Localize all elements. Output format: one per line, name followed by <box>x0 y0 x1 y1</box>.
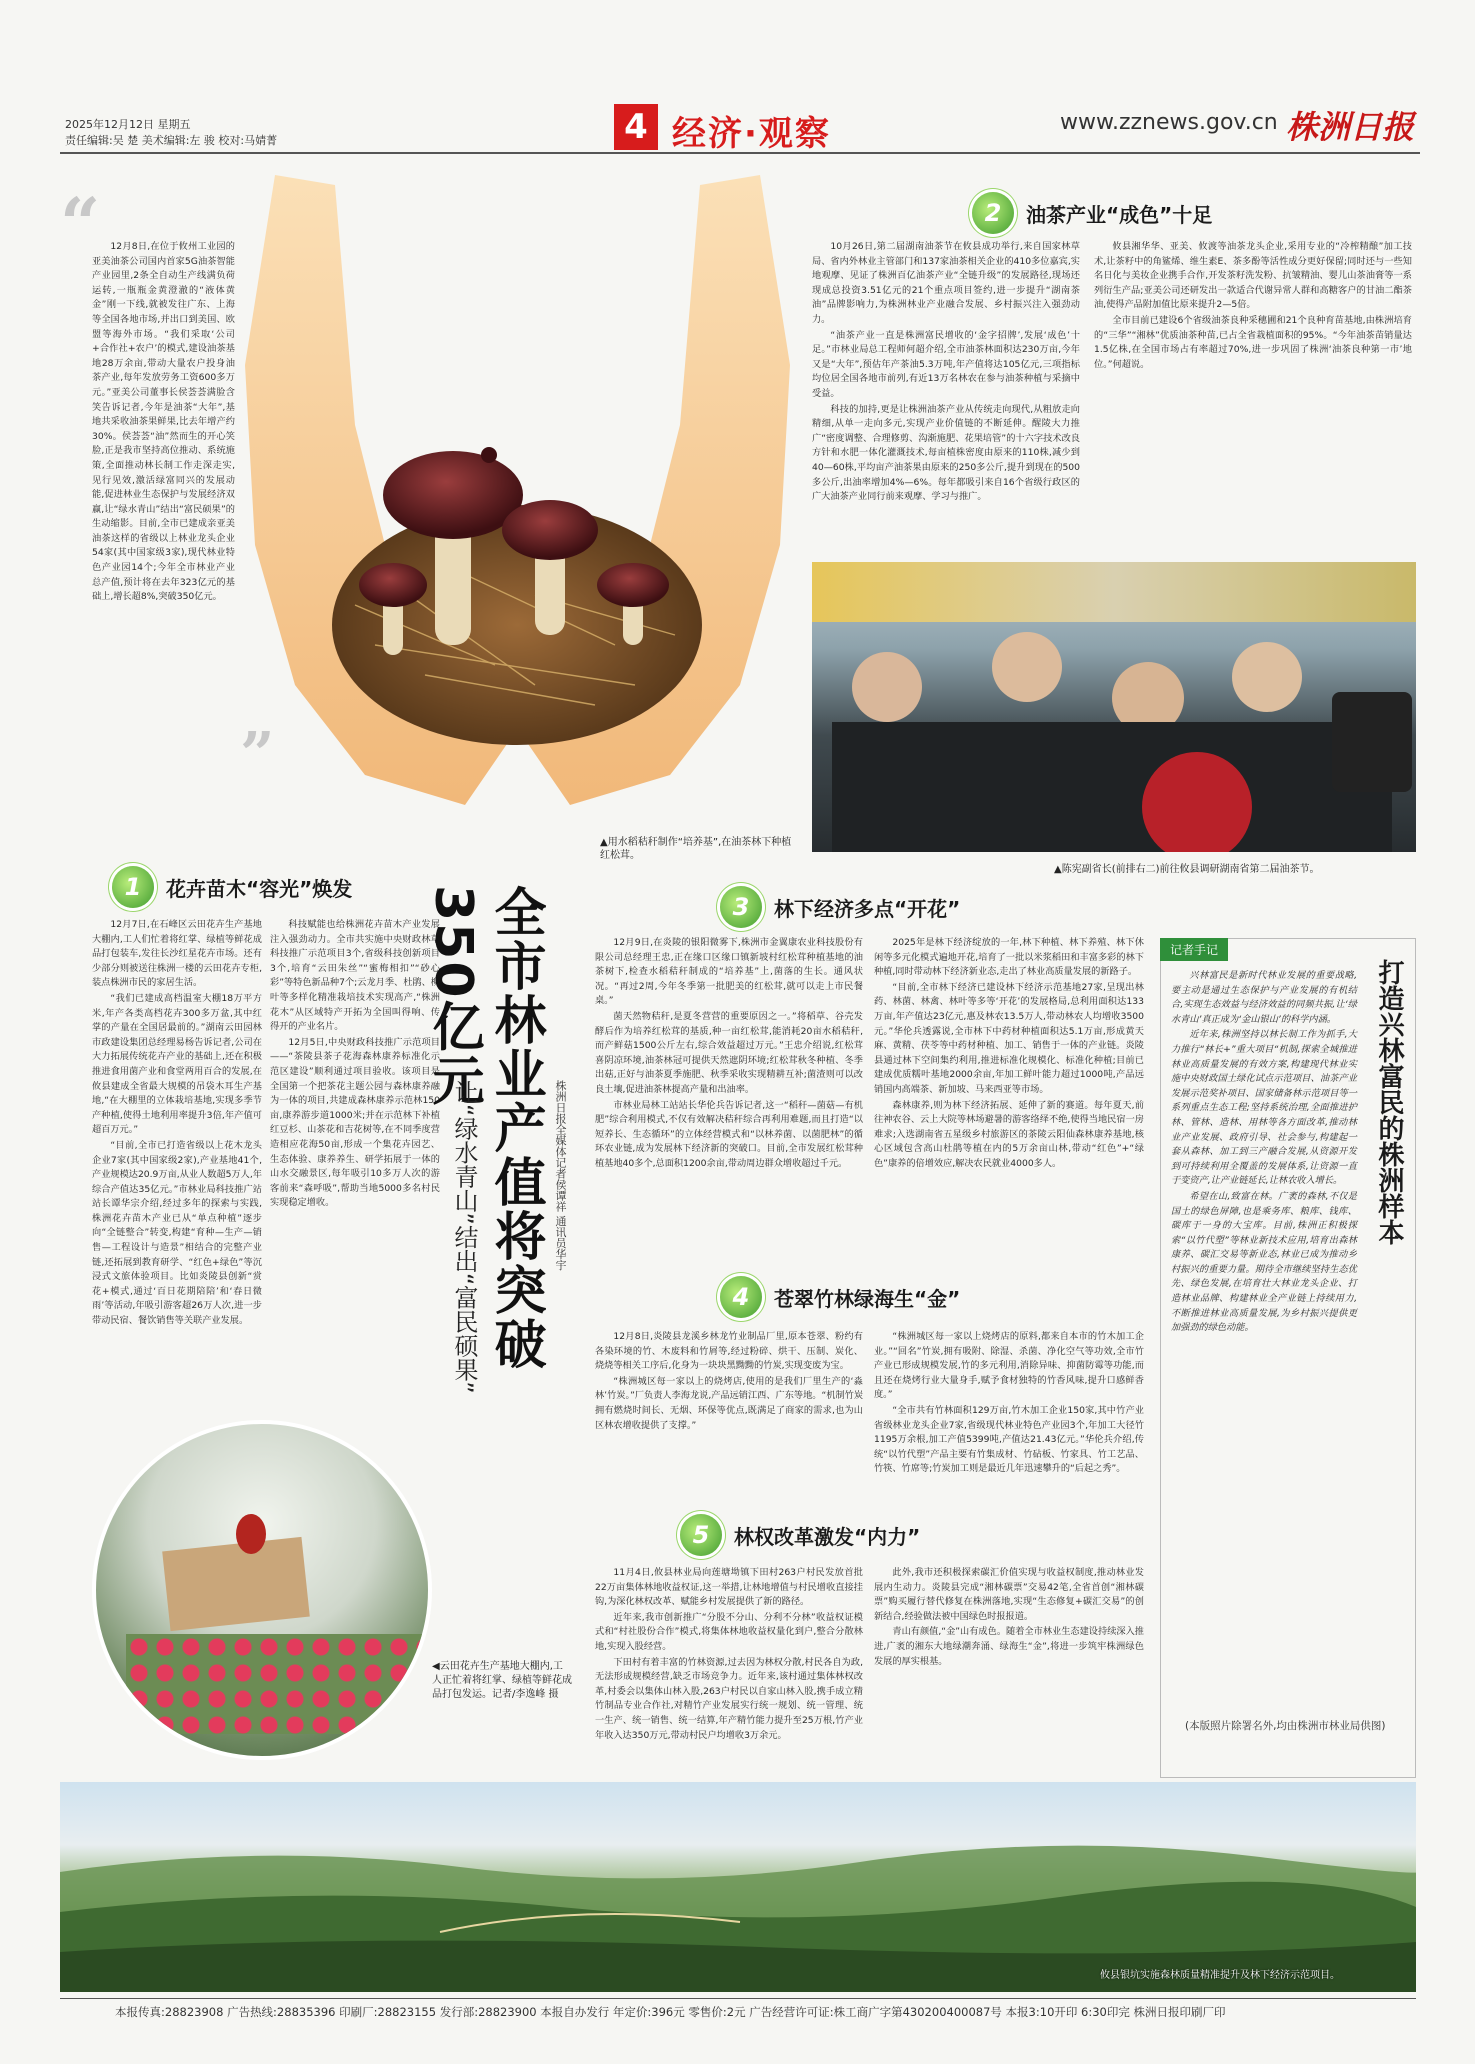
s4-p1: 12月8日,炎陵县龙溪乡林龙竹业制品厂里,原本苍翠、粉约有各染环境的竹、木废料和竹屑等,经过粉碎、烘干、压制、炭化、烧烧等相关工序后,化身为一块块黑黝黝的竹炭,实现变废为宝。 <box>595 1331 863 1372</box>
photo4-caption: 攸县银坑实施森林质量精准提升及林下经济示范项目。 <box>1100 1970 1340 1981</box>
section-3-col-2 <box>874 936 1144 1276</box>
s3-p6: 森林康养,则为林下经济拓展、延伸了新的赛道。每年夏天,前往神农谷、云上大院等林场避暑的游客络绎不绝,使得当地民宿一房难求;入选湖南省五星级乡村旅游区的茶陵云阳仙森林康养基地,核心区域包含高山杜鹃等植在内的5万余亩山林,带动“红色”+“绿色”康养的倍增效应,解决农民就业4000多人。 <box>874 1099 1144 1169</box>
section-1-heading <box>112 866 352 908</box>
s5-p5: 青山有颜值,“金”山有成色。随着全市林业生态建设持续深入推进,广袤的湘东大地绿潮奔涌、绿海生“金”,将进一步筑牢株洲绿色发展的厚实根基。 <box>874 1626 1144 1667</box>
site-url[interactable]: www.zznews.gov.cn <box>1060 110 1278 135</box>
photo1-caption: ▲用水稻秸秆制作“培养基”,在油茶林下种植红松茸。 <box>600 837 792 861</box>
section-3-title: 林下经济多点“开花” <box>774 896 961 921</box>
s3-p3: 市林业局林工站站长华伦兵告诉记者,这一“稻秆—菌菇—有机肥”综合利用模式,不仅有效解决秸秆综合再利用难题,而且打造“以短养长、生态循环”的立体经营模式和“以林养菌、以菌肥林”的循环农业链,成为发展林下经济新的突破口。目前,全市发展红松茸种植基地40多个,总面积1200余亩,带动周边群众增收超过千元。 <box>595 1099 863 1169</box>
section-3-heading <box>720 886 960 928</box>
s2-p2: “油茶产业一直是株洲富民增收的‘金字招牌’,发展‘成色’十足。”市林业局总工程师何超介绍,全市油茶林面积达230万亩,今年又是“大年”,预估年产茶油5.3万吨,年产值将达105亿元,三项指标均位居全国各地市前列,有近13万名林农在参与油茶种植与采摘中受益。 <box>812 329 1080 399</box>
section-4-badge: 4 <box>720 1276 762 1318</box>
section-5-col-2 <box>874 1566 1144 1778</box>
s1-p5: 12月5日,中央财政科技推广示范项目——“茶陵县茶子花海森林康养标准化示范区建设”顺利通过项目验收。该项目是全国第一个把茶花主题公园与森林康养融为一体的项目,共建成森林康养示范林150亩,康养游步道1000米;并在示范林下补植红豆杉、山茶花和吉花树等,在不同季度营造相应花海50亩,形成一个集花卉园艺、生态体验、康养养生、研学拓展于一体的山水交融景区,每年吸引10多万人次的游客前来“森呼吸”,帮助当地5000多名村民实现稳定增收。 <box>270 1036 440 1209</box>
section-4-title: 苍翠竹林绿海生“金” <box>774 1286 961 1311</box>
c-p1: 兴林富民是新时代林业发展的重要战略,要主动是通过生态保护与产业发展的有机结合,实现生态效益与经济效益的同频共振,让‘绿水青山’真正成为‘金山银山’的科学内涵。 <box>1171 970 1357 1025</box>
c-p2: 近年来,株洲坚持以林长制工作为抓手,大力推行“林长+”重大项目“机制,探索全城推进林业高质量发展的有效方案,构建现代林业实施中央财政国土绿化试点示范项目、油茶产业发展示范奖补项目、国家储备林示范项目等一系列重点生态工程;坚持系统治理,全面推进护林、管林、造林、用林等各方面改革,推动林业产业发展、政府引导、社会参与,构建起一套从森林、加工到三产融合发展,从资源开发到可持续利用全覆盖的发展体系,让资源一直于变资产,让产业链延长,让林农收入增长。 <box>1171 1029 1357 1187</box>
section-1-title: 花卉苗木“容光”焕发 <box>166 876 353 901</box>
commentary-text <box>1171 969 1357 1337</box>
s2-p1: 10月26日,第二届湖南油茶节在攸县成功举行,来自国家林草局、省内外林业主管部门和137家油茶相关企业的410多位嘉宾,实地观摩、见证了株洲百亿油茶产业“全链升级”的发展路径,现场还现成总投资3.51亿元的21个重点项目签约,进一步提升“湖南茶油”品牌影响力,为株洲林业产业融合发展、乡村振兴注入强劲动力。 <box>812 241 1080 325</box>
section-1-col-1 <box>92 918 262 1363</box>
photo-credit-note: (本版照片除署名外,均由株洲市林业局供图) <box>1185 1720 1386 1732</box>
s1-p3: “目前,全市已打造省级以上花木龙头企业7家(其中国家级2家),产业基地41个,产业规模达20.9万亩,从业人数超5万人,年综合产值达35亿元。”市林业局科技推广站站长谭华宗介绍,经过多年的探索与实践,株洲花卉苗木产业已从“单点种植”逐步向“全链整合”转变,构建“育种—生产—销售—工程设计与造景”相结合的完整产业链,还拓展到教育研学、“红色+绿色”等沉浸式文旅体验项目。比如炎陵县创新“赏花+模式,通过‘百日花期陪陪’和‘春日微雨’等活动,年吸引游客超26万人次,进一步带动民宿、餐饮销售等关联产业发展。 <box>92 1139 262 1327</box>
section-5-col-1 <box>595 1566 863 1778</box>
section-name: 经济·观察 <box>672 114 831 154</box>
mushroom-cap-small-right <box>597 563 669 607</box>
mushroom-bud <box>481 447 497 463</box>
officials-photo <box>812 562 1416 852</box>
commentary-label: 记者手记 <box>1160 938 1228 961</box>
header-rule <box>60 152 1420 154</box>
commentary-box <box>1160 938 1416 1778</box>
section-4-col-1 <box>595 1330 863 1520</box>
s2-p5: 全市目前已建设6个省级油茶良种采穗圃和21个良种育苗基地,由株洲培育的“三华”“湘林”优质油茶种苗,已占全省栽植面积的95%。“今年油茶苗销量达1.5亿株,在全国市场占有率超过70%,进一步巩固了株洲‘油茶良种第一市’地位。”何超说。 <box>1094 314 1412 370</box>
mushroom-cap-small <box>359 563 427 607</box>
s3-p2: 菌天然物秸秆,是夏冬营营的重要原因之一。”将稻草、谷壳发酵后作为培养红松茸的基质,种一亩红松茸,能消耗20亩水稻秸秆,而产鲜菇1500公斤左右,综合效益超过万元。”王忠介绍说,红松茸喜阴凉环境,油茶林冠可提供天然遮阴环境;红松茸秋冬种植、冬季出菇,正好与油茶夏季施肥、秋季采收实现精耕互补;菌渣则可以改良土壤,促进油茶林提高产量和出油率。 <box>595 1010 863 1095</box>
main-headline: 全市林业产值将突破350亿元 <box>423 885 545 1371</box>
s5-p2: 近年来,我市创新推广“分股不分山、分利不分林”收益权证模式和“村社股份合作”模式,将集体林地收益权量化到户,整合分散林地,实现入股经营。 <box>595 1611 863 1652</box>
photo3-caption: ◀云田花卉生产基地大棚内,工人正忙着将红掌、绿植等鲜花成品打包发运。记者/李逸峰 摄 <box>432 1661 572 1700</box>
issue-date: 2025年12月12日 星期五 <box>65 118 191 131</box>
s2-p4: 攸县湘华华、亚美、攸渡等油茶龙头企业,采用专业的“冷榨精酿”加工技术,让茶籽中的角鲨烯、维生素E、茶多酚等活性成分更好保留;同时还与一些知名日化与美妆企业携手合作,开发茶籽洗发粉、抗皱精油、婴儿山茶油膏等一系列衍生产品;亚美公司还研发出一款适合代谢异常人群和高糖客户的甘油二酯茶油,使得产品附加值比原来提升2—5倍。 <box>1094 241 1412 311</box>
quote-close-icon: ” <box>240 720 275 790</box>
s5-p1: 11月4日,攸县林业局向莲塘坳镇下田村263户村民发放首批22万亩集体林地收益权证,这一举措,让林地增值与村民增收直接挂钩,为深化林权改革、赋能乡村发展提供了新的路径。 <box>595 1567 863 1608</box>
section-5-heading <box>680 1514 920 1556</box>
section-1-col-2 <box>270 918 440 1363</box>
footer-info: 本报传真:28823908 广告热线:28835396 印刷厂:28823155 发行部:28823900 本报自办发行 年定价:396元 零售价:2元 广告经营许可证:株工商广字第430200400087号 本报3:10开印 6:30印完 株洲日报印刷厂印 <box>115 2005 1226 2019</box>
section-3-col-1 <box>595 936 863 1276</box>
section-2-title: 油茶产业“成色”十足 <box>1026 202 1213 227</box>
section-4-heading <box>720 1276 960 1318</box>
forest-landscape-photo <box>60 1782 1416 1992</box>
section-2-badge: 2 <box>972 192 1014 234</box>
s3-p1: 12月9日,在炎陵的银阳微雾下,株洲市金翼康农业科技股份有限公司总经理王忠,正在缘口区缘口镇新坡村红松茸种植基地的油茶树下,检查水稻秸秆制成的“培养基”上,菌落的生长。通风状况。“再过2周,今年冬季第一批肥美的红松茸,就可以走上市民餐桌。” <box>595 937 863 1007</box>
mushroom-cap-medium <box>502 500 598 560</box>
s2-p3: 科技的加持,更是让株洲油茶产业从传统走向现代,从粗放走向精细,从单一走向多元,实现产业价值链的不断延伸。醒陵大力推广“密度调整、合理修剪、沟渐施肥、花果培管”的十六字技术改良方针和水肥一体化灌溉技术,每亩植株密度由原来的110株,减少到40—60株,平均亩产油茶果由原来的250多公斤,提升到现在的500多公斤,出油率增加4%—6%。每年都吸引来自16个省级行政区的广大油茶产业同行前来观摩、学习与推广。 <box>812 403 1080 503</box>
hands-mushroom-illustration <box>235 165 800 855</box>
section-2-heading <box>972 192 1212 234</box>
section-5-title: 林权改革激发“内力” <box>734 1524 921 1549</box>
section-5-badge: 5 <box>680 1514 722 1556</box>
footer-rule <box>60 1998 1416 1999</box>
s4-p2: “株洲城区每一家以上的烧烤店,使用的是我们厂里生产的‘淼林’竹炭。”厂负责人李海龙说,产品远销江西、广东等地。“机制竹炭拥有燃烧时间长、无烟、环保等优点,既满足了商家的需求,也为山区林农增收提供了支撑。” <box>595 1375 863 1431</box>
s1-p2: “我们已建成高档温室大棚18万平方米,年产各类高档花卉300多万盆,其中红掌的产量在全国居最前的。”湖南云田园林市政建设集团总经理易杨告诉记者,公司在大力拓展传统花卉产业的基础上,还在积极推进食用菌产业和食堂两用百合的发展,在攸县建成全省最大规模的吊袋木耳生产基地,“在大棚里的立体栽培基地,实现多季节产种植,使得土地利用率提升3倍,年产值可超百万元。” <box>92 992 262 1136</box>
section-4-col-2 <box>874 1330 1144 1520</box>
section-2-col-2 <box>1094 240 1412 373</box>
editors-line: 责任编辑:吴 楚 美术编辑:左 骏 校对:马婧菁 <box>65 134 278 147</box>
lead-quote-text: 12月8日,在位于攸州工业园的亚美油茶公司国内首家5G油茶智能产业园里,2条全自动生产线满负荷运转,一瓶瓶金黄澄澈的“液体黄金”刚一下线,就被发往广东、上海等全国各地市场,并出口到美国、欧盟等海外市场。“我们采取‘公司+合作社+农户’的模式,建设油茶基地28万余亩,带动大量农户投身油茶产业,每年发放劳务工资600多万元。”亚美公司董事长侯荟荟满脸含笑告诉记者,今年是油茶“大年”,基地共采收油茶果鲜果,比去年增产约30%。侯荟荟“油”然而生的开心笑脸,正是我市坚持高位推动、系统施策,全面推动林长制工作走深走实,见行见效,激活绿富同兴的发展动能,促进林业生态保护与发展经济双赢,让“绿水青山”结出“富民硕果”的生动缩影。目前,全市已建成亲亚美油茶这样的省级以上林业龙头企业54家(其中国家级3家),现代林业特色产业园14个;今年全市林业产业总产值,预计将在去年323亿元的基础上,增长超8%,突破350亿元。 <box>92 241 235 603</box>
paper-logo: 株洲日报 <box>1286 108 1415 146</box>
section-1-badge: 1 <box>112 866 154 908</box>
commentary-title: 打造兴林富民的株洲样本 <box>1374 959 1404 1245</box>
greenhouse-photo <box>92 1420 432 1760</box>
mushroom-cap-large <box>383 451 523 539</box>
byline: 株洲日报全媒体记者侯谭祥 通讯员华宇 <box>554 1080 567 1271</box>
section-3-badge: 3 <box>720 886 762 928</box>
s4-p3: “株洲城区每一家以上烧烤店的原料,都来自本市的竹木加工企业。”“回名”竹炭,拥有吸附、除湿、杀菌、净化空气等功效,全市竹产业已形成规模发展,竹的多元利用,消除异味、抑菌防霉等功能,而且还在烧烤行业大量身手,赋予食材独特的竹香风味,提升口感鲜香度。” <box>874 1331 1144 1401</box>
section-2-col-1 <box>812 240 1080 506</box>
s5-p3: 下田村有着丰富的竹林资源,过去因为林权分散,村民各自为政,无法形成规模经营,缺乏市场竞争力。近年来,该村通过集体林权改革,村委会以集体山林入股,263户村民以自家山林入股,携手成立精竹制品专业合作社,对精竹产业发展实行统一规划、统一管理、统一生产、统一销售、统一结算,年产精竹能力提升至25万根,竹产业年收入达350万元,带动村民户均增收3万余元。 <box>595 1656 863 1741</box>
s3-p5: “目前,全市林下经济已建设林下经济示范基地27家,呈现出林药、林菌、林禽、林叶等多等‘开花’的发展格局,总利用面积达133万亩,年产值达23亿元,惠及林农13.5万人,带动林农人均增收3500元。”华伦兵透露说,全市林下中药材种植面积达5.1万亩,形成黄天麻、黄精、茯苓等中药材种植、加工、销售于一体的产业链。炎陵县通过林下空间集约利用,推进标准化规模化、标准化种植;目前已建成优质糯叶基地2000余亩,年加工鲜叶能力超过1000吨,产品远销国内高端茶、新加坡、马来西亚等市场。 <box>874 981 1144 1095</box>
s5-p4: 此外,我市还积极探索碳汇价值实现与收益权制度,推动林业发展内生动力。炎陵县完成“湘林碳票”交易42笔,全省首创“湘林碳票”购买履行替代修复在株洲落地,实现“生态修复+碳汇交易”的创新结合,经验做法被中国绿色时报报道。 <box>874 1567 1144 1622</box>
s3-p4: 2025年是林下经济绽放的一年,林下种植、林下养殖、林下休闲等多元化模式遍地开花,培育了一批以米浆稻田和丰富多彩的林下种植,同时带动林下经济新业态,走出了林业高质量发展的新路子。 <box>874 937 1144 978</box>
page-number: 4 <box>614 104 658 150</box>
c-p3: 希望在山,致富在林。广袤的森林,不仅是国土的绿色屏障,也是乘务库、粮库、钱库、碳库于一身的大宝库。目前,株洲正积极探索“以竹代塑”等林业新技术应用,培育出森林康养、碳汇交易等新业态,林业已成为推动乡村振兴的重要力量。期待全市继续坚持生态优先、绿色发展,在培育壮大林业龙头企业、打造林业品牌、构建林业全产业链上持续用力,不断推进林业高质量发展,为乡村振兴提供更加强劲的绿色动能。 <box>1171 1190 1357 1334</box>
photo2-caption: ▲陈宪副省长(前排右二)前往攸县调研湖南省第二届油茶节。 <box>1054 864 1320 875</box>
s1-p1: 12月7日,在石峰区云田花卉生产基地大棚内,工人们忙着将红掌、绿植等鲜花成品打包装车,发往长沙红星花卉市场。还有少部分则被送往株洲一楼的云田花卉专柜,装点株洲市民的家居生活。 <box>92 919 262 989</box>
quote-open-icon: “ <box>60 182 101 265</box>
s1-p4: 科技赋能也给株洲花卉苗木产业发展注入强劲动力。全市共实施中央财政林草科技推广示范项目3个,省级科技创新项目3个,培育“云田朱丝”“蜜梅相扣”“砂心彩”等特色新品种7个;云龙月季、杜鹃、柳叶等多样化精准栽培技术实现高产,“株洲花木”从区域特产开拓为全国叫得响、传得开的产业名片。 <box>270 919 440 1033</box>
s4-p4: “全市共有竹林面积129万亩,竹木加工企业150家,其中竹产业省级林业龙头企业7家,省级现代林业特色产业园3个,年加工大径竹1195万余根,加工产值5399吨,产值达21.43亿元。”华伦兵介绍,传统“以竹代塑”产品主要有竹集成材、竹砧板、竹家具、竹工艺品、竹筷、竹席等;竹炭加工则是最近几年迅速攀升的“后起之秀”。 <box>874 1404 1144 1475</box>
sub-headline: 让“绿水青山”结出“富民硕果” <box>450 1080 478 1394</box>
